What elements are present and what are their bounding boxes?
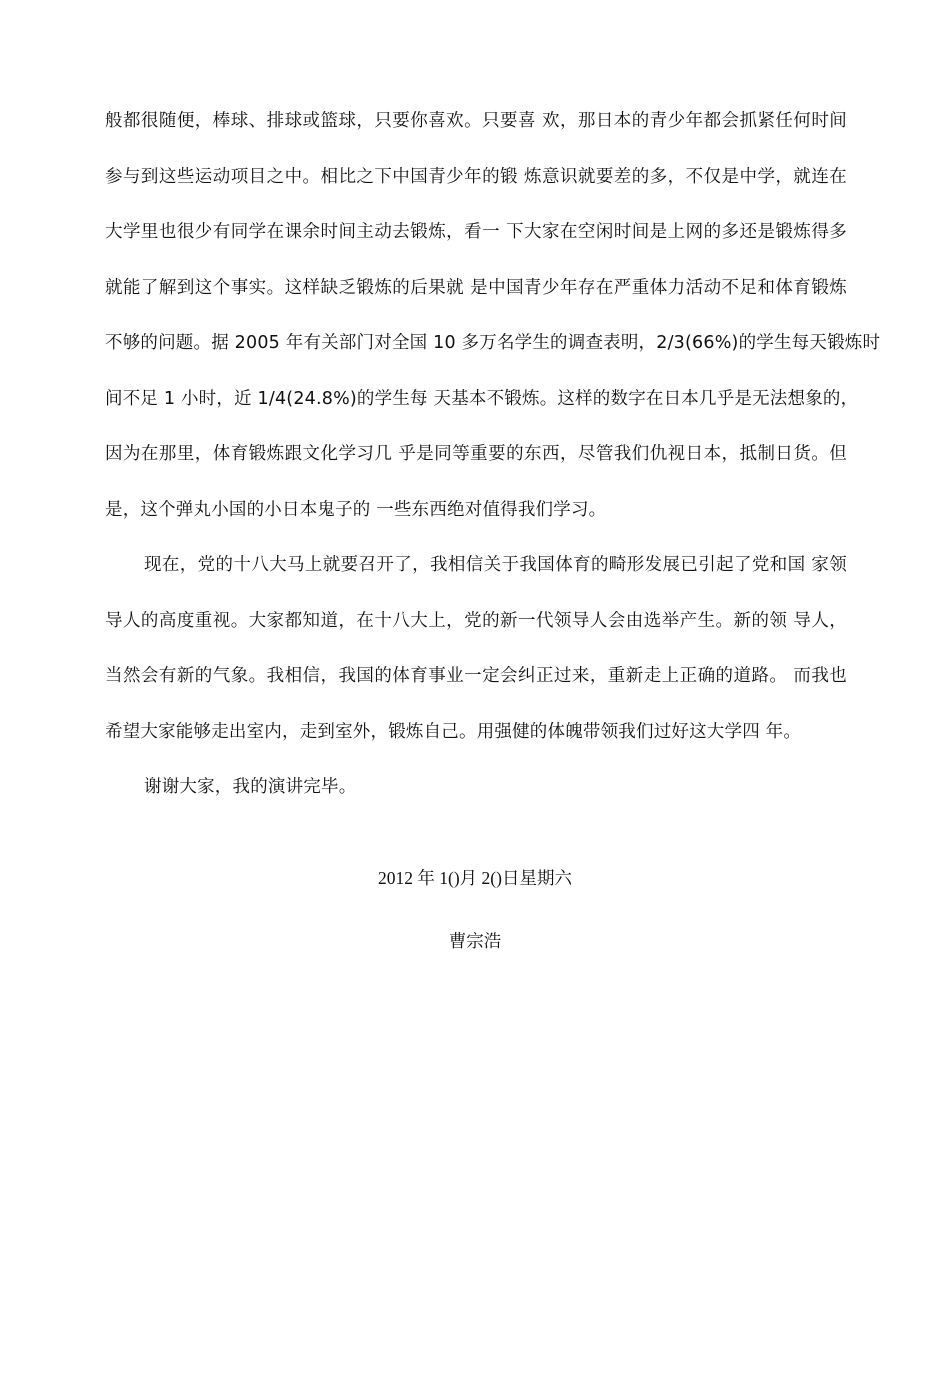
text-line: 导人的高度重视。大家都知道，在十八大上，党的新一代领导人会由选举产生。新的领 导人， [105, 611, 847, 631]
text-line: 不够的问题。据 2005 年有关部门对全国 10 多万名学生的调查表明，2/3(66%)的学生每天锻炼时 [105, 333, 881, 353]
date-line: 2012 年 1()月 2()日星期六 [378, 868, 572, 888]
text-line: 间不足 1 小时，近 1/4(24.8%)的学生每 天基本不锻炼。这样的数字在日本几乎是无法想象的， [105, 389, 859, 409]
text-line: 大学里也很少有同学在课余时间主动去锻炼，看一 下大家在空闲时间是上网的多还是锻炼得多 [105, 222, 847, 242]
text-line: 当然会有新的气象。我相信，我国的体育事业一定会纠正过来，重新走上正确的道路。 而我也 [105, 666, 847, 686]
text-line: 就能了解到这个事实。这样缺乏锻炼的后果就 是中国青少年存在严重体力活动不足和体育锻炼 [105, 278, 847, 298]
text-line: 是，这个弹丸小国的小日本鬼子的 一些东西绝对值得我们学习。 [105, 500, 607, 520]
text-line: 希望大家能够走出室内，走到室外，锻炼自己。用强健的体魄带领我们过好这大学四 年。 [105, 722, 802, 742]
text-line: 因为在那里，体育锻炼跟文化学习几 乎是同等重要的东西，尽管我们仇视日本，抵制日货。但 [105, 444, 847, 464]
text-line: 谢谢大家，我的演讲完毕。 [144, 777, 357, 797]
text-line: 参与到这些运动项目之中。相比之下中国青少年的锻 炼意识就要差的多，不仅是中学，就连在 [105, 167, 847, 187]
text-line: 现在，党的十八大马上就要召开了，我相信关于我国体育的畸形发展已引起了党和国 家领 [144, 555, 847, 575]
author-name: 曹宗浩 [448, 932, 502, 952]
text-line: 般都很随便，棒球、排球或篮球，只要你喜欢。只要喜 欢，那日本的青少年都会抓紧任何时间 [105, 111, 847, 131]
